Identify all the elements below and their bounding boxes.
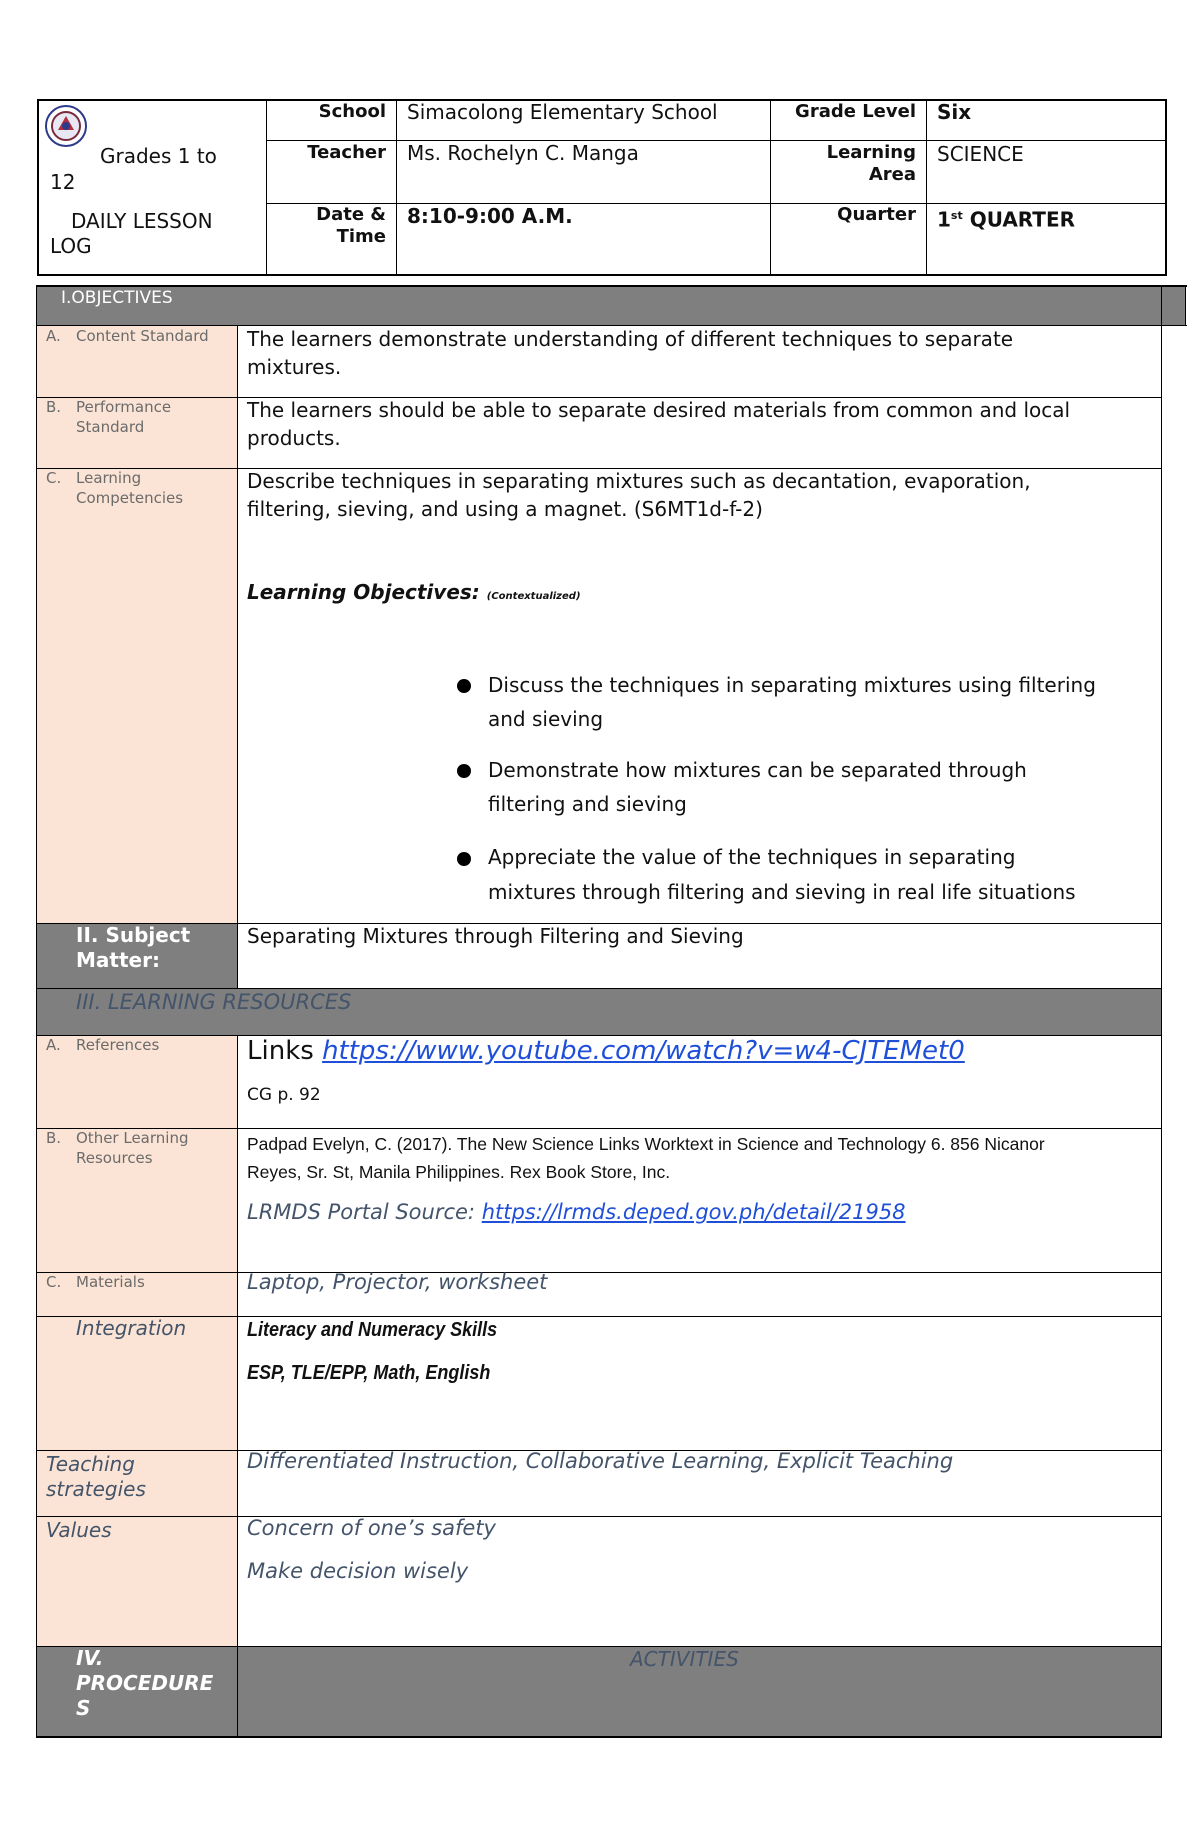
learning-objectives-heading: Learning Objectives: (Contextualized): [247, 580, 581, 604]
youtube-link[interactable]: https://www.youtube.com/watch?v=w4-CJTEMet0: [322, 1036, 965, 1066]
integration-label: Integration: [76, 1316, 187, 1340]
references-label: A. References: [46, 1036, 160, 1054]
curriculum-guide-page: CG p. 92: [247, 1085, 321, 1105]
procedures-label: IV. PROCEDURE S: [76, 1646, 214, 1720]
list-item: Discuss the techniques in separating mixtures using filtering and sieving: [488, 673, 1096, 731]
content-standard-text: The learners demonstrate understanding of different techniques to separate mixtures.: [247, 327, 1014, 379]
teaching-strategies-label: Teaching strategies: [46, 1452, 146, 1501]
date-time-value: 8:10-9:00 A.M.: [407, 204, 573, 228]
values-safety: Concern of one’s safety: [247, 1516, 496, 1540]
performance-standard-label: B. Performance Standard: [46, 398, 172, 436]
subject-matter-label: II. Subject Matter:: [76, 923, 191, 972]
teacher-value: Ms. Rochelyn C. Manga: [407, 141, 639, 165]
teaching-strategies-value: Differentiated Instruction, Collaborative Learning, Explicit Teaching: [247, 1449, 954, 1473]
teacher-label: Teacher: [307, 142, 386, 163]
date-time-label: Date & Time: [316, 204, 386, 247]
learning-area-value: SCIENCE: [937, 142, 1024, 166]
subject-matter-value: Separating Mixtures through Filtering and Sieving: [247, 924, 744, 948]
resources-title: III. LEARNING RESOURCES: [76, 990, 352, 1014]
bullet-icon: [457, 852, 471, 866]
school-label: School: [318, 101, 386, 122]
deped-seal-icon: [44, 104, 88, 148]
grade-level-value: Six: [937, 100, 972, 124]
objectives-title: I.OBJECTIVES: [61, 288, 173, 308]
grades-title-cont: 12: [50, 170, 76, 194]
daily-lesson-log-title-cont: LOG: [50, 234, 92, 258]
grades-title: Grades 1 to: [100, 144, 217, 168]
materials-value: Laptop, Projector, worksheet: [247, 1270, 548, 1294]
values-label: Values: [46, 1518, 112, 1542]
activities-heading: ACTIVITIES: [630, 1647, 739, 1671]
references-links: Links https://www.youtube.com/watch?v=w4-CJTEMet0: [247, 1036, 965, 1066]
performance-standard-text: The learners should be able to separate desired materials from common and local products.: [247, 398, 1071, 450]
integration-subjects: ESP, TLE/EPP, Math, English: [247, 1362, 491, 1384]
list-item: Appreciate the value of the techniques in separating mixtures through filtering and sieving in real life situations: [488, 845, 1076, 904]
daily-lesson-log-title: DAILY LESSON: [71, 209, 213, 233]
learning-competencies-label: C. Learning Competencies: [46, 469, 184, 507]
content-standard-label: A. Content Standard: [46, 327, 209, 345]
bullet-icon: [457, 764, 471, 778]
grade-level-label: Grade Level: [795, 101, 916, 122]
learning-area-label: Learning Area: [826, 142, 916, 185]
values-decision: Make decision wisely: [247, 1559, 469, 1583]
other-resources-label: B. Other Learning Resources: [46, 1129, 189, 1167]
learning-competencies-text: Describe techniques in separating mixtures such as decantation, evaporation, filtering, sieving, and using a magnet. (S6MT1d-f-2): [247, 469, 1031, 521]
quarter-value: 1st QUARTER: [937, 207, 1076, 232]
other-resources-citation: Padpad Evelyn, C. (2017). The New Science Links Worktext in Science and Technology 6. 856 Nicanor Reyes, Sr. St, Manila Philippines. Rex Book Store, Inc.: [247, 1134, 1045, 1182]
materials-label: C. Materials: [46, 1273, 145, 1291]
list-item: Demonstrate how mixtures can be separated through filtering and sieving: [488, 758, 1027, 816]
school-value: Simacolong Elementary School: [407, 100, 718, 124]
lrmds-source: LRMDS Portal Source: https://lrmds.deped.gov.ph/detail/21958: [247, 1200, 906, 1224]
objectives-band: [36, 286, 1186, 326]
integration-skills: Literacy and Numeracy Skills: [247, 1319, 498, 1341]
quarter-label: Quarter: [837, 204, 916, 225]
lrmds-link[interactable]: https://lrmds.deped.gov.ph/detail/21958: [481, 1200, 906, 1224]
bullet-icon: [457, 679, 471, 693]
